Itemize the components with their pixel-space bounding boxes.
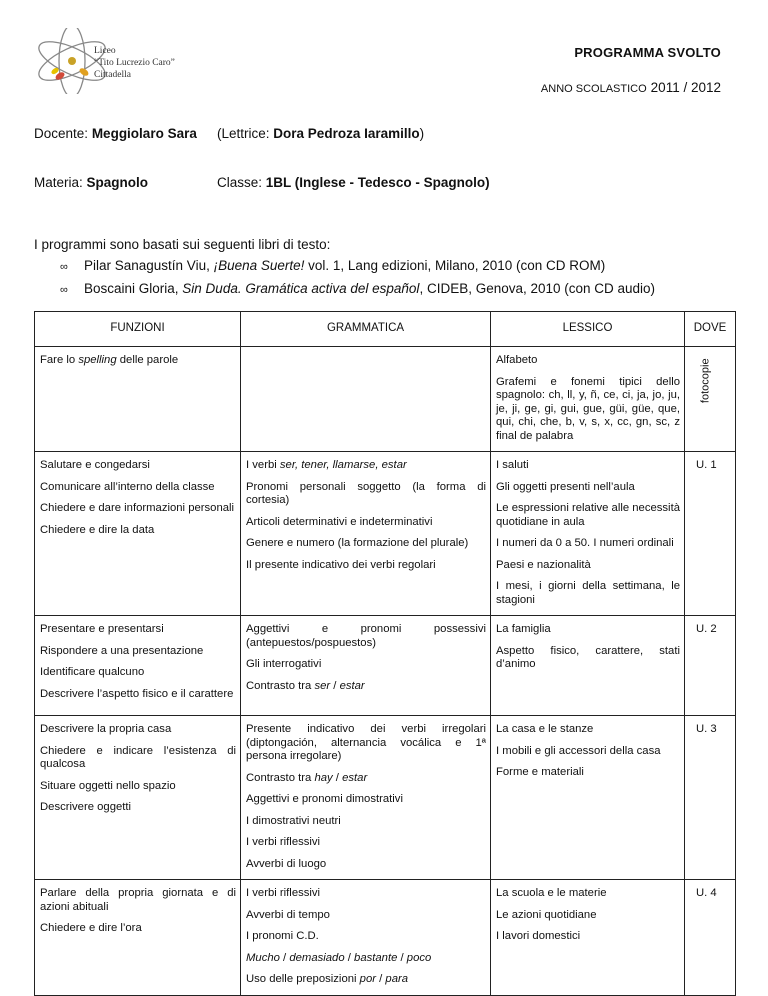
table-row [35, 716, 736, 880]
list-item: Gli interrogativi [246, 658, 322, 670]
grammatica-cell [241, 616, 491, 716]
list-item: Descrivere la propria casa [40, 723, 172, 735]
school-line-2: “Tito Lucrezio Caro” [94, 58, 175, 68]
classe-line [217, 175, 490, 190]
table-row [35, 880, 736, 996]
list-item: Salutare e congedarsi [40, 459, 150, 471]
list-item: Avverbi di tempo [246, 908, 330, 921]
school-line-3: Cittadella [94, 70, 131, 80]
dove-cell: U. 2 [685, 616, 736, 716]
dove-cell [685, 347, 736, 452]
header-grammatica: GRAMMATICA [241, 312, 491, 347]
list-item: I numeri da 0 a 50. I numeri ordinali [496, 537, 674, 549]
list-item: Articoli determinativi e indeterminativi [246, 515, 433, 528]
list-item: Presente indicativo dei verbi irregolari (diptongación, alternancia vocálica e 1ª persona irregolare) [246, 723, 486, 762]
list-item: Fare lo spelling delle parole [40, 354, 179, 366]
docente-value: Meggiolaro Sara [91, 126, 197, 141]
list-item: Presentare e presentarsi [40, 623, 164, 635]
list-item: Chiedere e indicare l’esistenza di qualcosa [40, 744, 236, 770]
list-item: Aggettivi e pronomi possessivi (antepuestos/pospuestos) [246, 623, 486, 649]
list-item: Uso delle preposizioni por / para [246, 973, 409, 985]
header-funzioni: FUNZIONI [35, 312, 241, 347]
grammatica-cell [241, 716, 491, 880]
bullet-icon: ∞ [60, 284, 68, 296]
materia-value: Spagnolo [86, 175, 149, 190]
table-header-row [35, 312, 736, 347]
lettrice-line [217, 126, 424, 141]
list-item: Rispondere a una presentazione [40, 644, 204, 657]
lessico-cell [491, 616, 685, 716]
docente-label: Docente: [34, 126, 89, 141]
list-item: La casa e le stanze [496, 723, 594, 735]
list-item: Paesi e nazionalità [496, 558, 591, 571]
list-item: Pronomi personali soggetto (la forma di cortesia) [246, 480, 486, 506]
header-lessico: LESSICO [491, 312, 685, 347]
materia-label: Materia: [34, 175, 83, 190]
document-title: PROGRAMMA SVOLTO [574, 45, 721, 60]
lettrice-close: ) [419, 126, 425, 141]
list-item: Chiedere e dire la data [40, 523, 155, 536]
dove-cell: U. 4 [685, 880, 736, 996]
school-year [541, 80, 721, 95]
list-item: I pronomi C.D. [246, 930, 319, 942]
list-item: Mucho / demasiado / bastante / poco [246, 951, 432, 964]
list-item: Grafemi e fonemi tipici dello spagnolo: ch, ll, y, ñ, ce, ci, ja, jo, ju, je, ji, ge, gi, gui, gue, güi, güe, que, qui, chi, che, b, v, s, x, cc, gn, sc, z final de palabra [496, 375, 680, 442]
table-row [35, 347, 736, 452]
list-item: Gli oggetti presenti nell’aula [496, 480, 635, 493]
book-title: Sin Duda. Gramática activa del español [182, 281, 420, 296]
book-title: ¡Buena Suerte! [213, 258, 305, 273]
list-item: La scuola e le materie [496, 887, 607, 899]
funzioni-cell [35, 452, 241, 616]
list-item: I saluti [496, 459, 529, 471]
list-item: Descrivere l’aspetto fisico e il carattere [40, 687, 234, 700]
book-item [60, 258, 605, 273]
list-item: Descrivere oggetti [40, 801, 132, 813]
book-author: Pilar Sanagustín Viu, [84, 258, 214, 273]
list-item: Il presente indicativo dei verbi regolari [246, 558, 436, 571]
dove-cell: U. 3 [685, 716, 736, 880]
intro-text: I programmi sono basati sui seguenti libri di testo: [34, 237, 331, 252]
list-item: I mesi, i giorni della settimana, le stagioni [496, 580, 680, 606]
header-dove: DOVE [685, 312, 736, 347]
list-item: I verbi ser, tener, llamarse, estar [246, 459, 407, 471]
funzioni-cell [35, 716, 241, 880]
school-name [94, 45, 175, 81]
classe-value: 1BL (Inglese - Tedesco - Spagnolo) [265, 175, 490, 190]
list-item: Le azioni quotidiane [496, 908, 597, 921]
school-line-1: Liceo [94, 46, 116, 56]
list-item: Avverbi di luogo [246, 857, 327, 870]
list-item: Identificare qualcuno [40, 666, 145, 678]
book-author: Boscaini Gloria, [84, 281, 183, 296]
dove-cell: U. 1 [685, 452, 736, 616]
lessico-cell [491, 452, 685, 616]
list-item: Situare oggetti nello spazio [40, 779, 176, 792]
list-item: I lavori domestici [496, 930, 581, 942]
lessico-cell [491, 716, 685, 880]
school-year-value: 2011 / 2012 [650, 80, 721, 95]
list-item: Le espressioni relative alle necessità quotidiane in aula [496, 502, 680, 528]
funzioni-cell [35, 347, 241, 452]
list-item: Aspetto fisico, carattere, stati d’animo [496, 644, 680, 670]
list-item: La famiglia [496, 623, 551, 635]
bullet-icon: ∞ [60, 261, 68, 273]
book-details: vol. 1, Lang edizioni, Milano, 2010 (con CD ROM) [304, 258, 606, 273]
funzioni-cell [35, 880, 241, 996]
list-item: Parlare della propria giornata e di azioni abituali [40, 887, 236, 913]
classe-label: Classe: [217, 175, 263, 190]
grammatica-cell [241, 452, 491, 616]
table-row [35, 616, 736, 716]
list-item: Contrasto tra ser / estar [246, 679, 365, 692]
materia-line [34, 175, 148, 190]
table-row [35, 452, 736, 616]
list-item: I mobili e gli accessori della casa [496, 744, 661, 757]
lettrice-value: Dora Pedroza Iaramillo [273, 126, 420, 141]
list-item: I dimostrativi neutri [246, 814, 341, 827]
school-year-label: ANNO SCOLASTICO [540, 83, 647, 95]
list-item: Forme e materiali [496, 766, 584, 778]
book-item [60, 281, 655, 296]
lettrice-open: (Lettrice: [217, 126, 270, 141]
list-item: I verbi riflessivi [246, 887, 321, 899]
grammatica-cell [241, 347, 491, 452]
list-item: Chiedere e dare informazioni personali [40, 502, 235, 514]
lessico-cell [491, 347, 685, 452]
list-item: Aggettivi e pronomi dimostrativi [246, 793, 403, 805]
list-item: I verbi riflessivi [246, 836, 321, 848]
lessico-cell [491, 880, 685, 996]
list-item: Alfabeto [496, 354, 538, 366]
book-details: , CIDEB, Genova, 2010 (con CD audio) [419, 281, 656, 296]
funzioni-cell [35, 616, 241, 716]
list-item: Chiedere e dire l’ora [40, 922, 142, 934]
program-table [34, 311, 736, 996]
dove-value: fotocopie [699, 358, 712, 404]
list-item: Contrasto tra hay / estar [246, 771, 368, 784]
docente-line [34, 126, 197, 141]
list-item: Genere e numero (la formazione del plurale) [246, 537, 469, 549]
grammatica-cell [241, 880, 491, 996]
list-item: Comunicare all’interno della classe [40, 480, 215, 493]
